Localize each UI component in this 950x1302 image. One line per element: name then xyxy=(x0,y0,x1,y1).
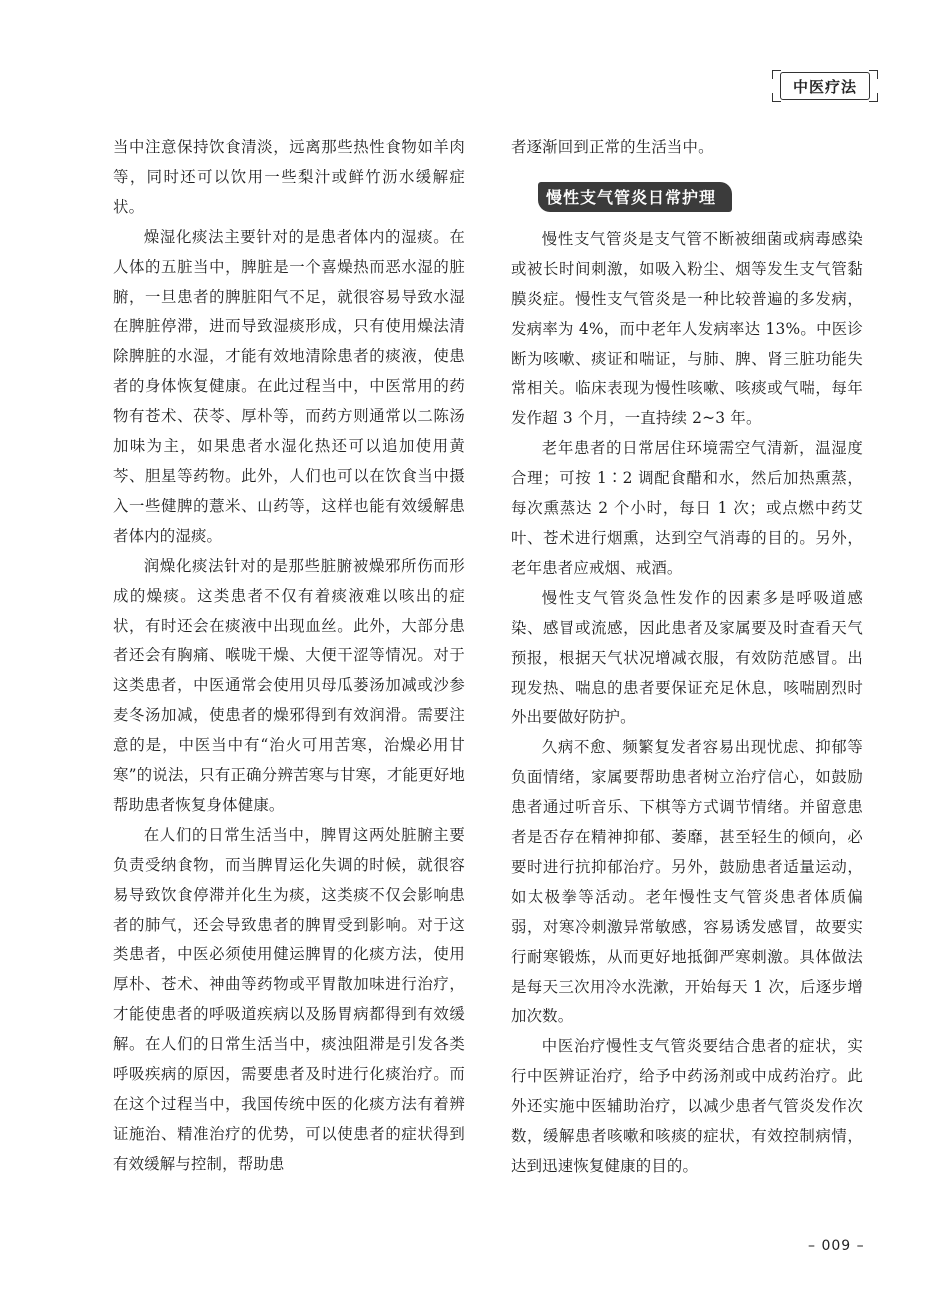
paragraph: 在人们的日常生活当中，脾胃这两处脏腑主要负责受纳食物，而当脾胃运化失调的时候，就很容易导致饮食停滞并化生为痰，这类痰不仅会影响患者的肺气，还会导致患者的脾胃受到影响。对于这类患者，中医必须使用健运脾胃的化痰方法，使用厚朴、苍术、神曲等药物或平胃散加味进行治疗，才能使患者的呼吸道疾病以及肠胃病都得到有效缓解。在人们的日常生活当中，痰浊阻滞是引发各类呼吸疾病的原因，需要患者及时进行化痰治疗。而在这个过程当中，我国传统中医的化痰方法有着辨证施治、精准治疗的优势，可以使患者的症状得到有效缓解与控制，帮助患 xyxy=(113,825,465,1173)
paragraph-continuation: 者逐渐回到正常的生活当中。 xyxy=(511,138,714,156)
section-header-badge xyxy=(772,70,878,102)
paragraph: 中医治疗慢性支气管炎要结合患者的症状，实行中医辨证治疗，给予中药汤剂或中成药治疗。此外还实施中医辅助治疗，以减少患者气管炎发作次数，缓解患者咳嗽和咳痰的症状，有效控制病情，达到迅速恢复健康的目的。 xyxy=(511,1037,863,1175)
paragraph: 润燥化痰法针对的是那些脏腑被燥邪所伤而形成的燥痰。这类患者不仅有着痰液难以咳出的症状，有时还会在痰液中出现血丝。此外，大部分患者还会有胸痛、喉咙干燥、大便干涩等情况。对于这类患者，中医通常会使用贝母瓜蒌汤加减或沙参麦冬汤加减，使患者的燥邪得到有效润滑。需要注意的是，中医当中有“治火可用苦寒，治燥必用甘寒”的说法，只有正确分辨苦寒与甘寒，才能更好地帮助患者恢复身体健康。 xyxy=(113,556,465,814)
paragraph: 燥湿化痰法主要针对的是患者体内的湿痰。在人体的五脏当中，脾脏是一个喜燥热而恶水湿的脏腑，一旦患者的脾脏阳气不足，就很容易导致水湿在脾脏停滞，进而导致湿痰形成，只有使用燥法清除脾脏的水湿，才能有效地清除患者的痰液，使患者的身体恢复健康。在此过程当中，中医常用的药物有苍术、茯苓、厚朴等，而药方则通常以二陈汤加味为主，如果患者水湿化热还可以追加使用黄芩、胆星等药物。此外，人们也可以在饮食当中摄入一些健脾的薏米、山药等，这样也能有效缓解患者体内的湿痰。 xyxy=(113,227,465,545)
paragraph: 当中注意保持饮食清淡，远离那些热性食物如羊肉等，同时还可以饮用一些梨汁或鲜竹沥水缓解症状。 xyxy=(113,138,465,216)
paragraph: 慢性支气管炎急性发作的因素多是呼吸道感染、感冒或流感，因此患者及家属要及时查看天气预报，根据天气状况增减衣服，有效防范感冒。出现发热、喘息的患者要保证充足休息，咳喘剧烈时外出要做好防护。 xyxy=(511,588,863,727)
page-number: – 009 – xyxy=(808,1238,865,1254)
paragraph: 久病不愈、频繁复发者容易出现忧虑、抑郁等负面情绪，家属要帮助患者树立治疗信心，如鼓励患者通过听音乐、下棋等方式调节情绪。并留意患者是否存在精神抑郁、萎靡，甚至轻生的倾向，必要时进行抗抑郁治疗。另外，鼓励患者适量运动，如太极拳等活动。老年慢性支气管炎患者体质偏弱，对寒冷刺激异常敏感，容易诱发感冒，故要实行耐寒锻炼，从而更好地抵御严寒刺激。具体做法是每天三次用冷水洗漱，开始每天 1 次，后逐步增加次数。 xyxy=(511,738,863,1026)
right-column xyxy=(511,133,863,1182)
corner-ornament-icon xyxy=(869,93,878,102)
left-column xyxy=(113,133,465,1180)
paragraph: 慢性支气管炎是支气管不断被细菌或病毒感染或被长时间刺激，如吸入粉尘、烟等发生支气管黏膜炎症。慢性支气管炎是一种比较普遍的多发病，发病率为 4%，而中老年人发病率达 13%。中医诊断为咳嗽、痰证和喘证，与肺、脾、肾三脏功能失常相关。临床表现为慢性咳嗽、咳痰或气喘，每年发作超 3 个月，一直持续 2~3 年。 xyxy=(511,229,863,428)
corner-ornament-icon xyxy=(869,70,878,79)
section-title: 慢性支气管炎日常护理 xyxy=(538,182,732,212)
paragraph: 老年患者的日常居住环境需空气清新，温湿度合理；可按 1∶2 调配食醋和水，然后加热熏蒸，每次熏蒸达 2 个小时，每日 1 次；或点燃中药艾叶、苍术进行烟熏，达到空气消毒的目的。另外，老年患者应戒烟、戒酒。 xyxy=(511,439,863,577)
header-title: 中医疗法 xyxy=(792,77,857,96)
